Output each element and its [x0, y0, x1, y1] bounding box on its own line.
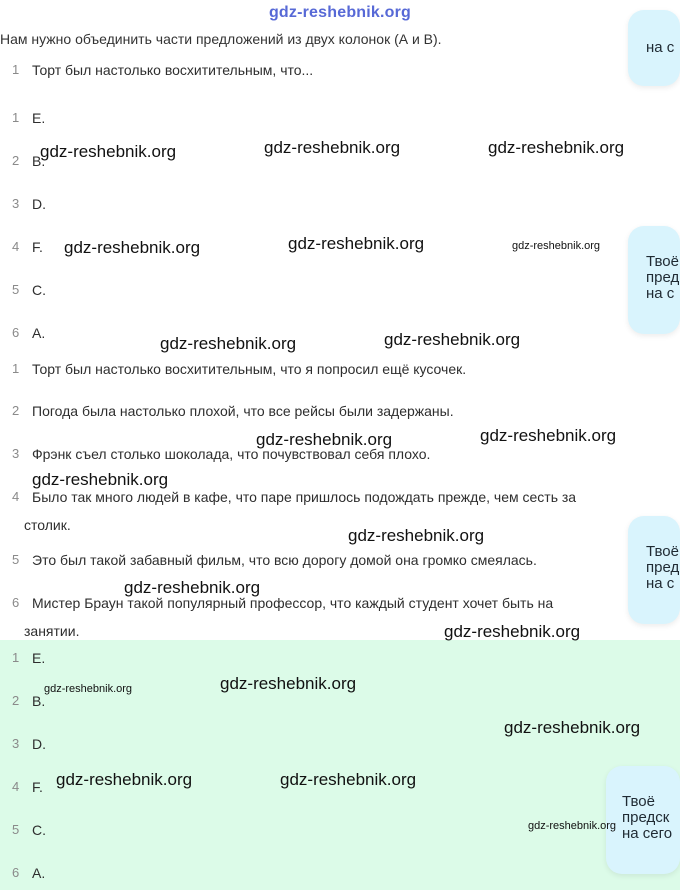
item-text-continuation: столик. — [24, 517, 71, 533]
item-number: 4 — [12, 489, 20, 504]
item-number: 4 — [12, 239, 20, 254]
promo-text: на с — [646, 575, 675, 592]
watermark: gdz-reshebnik.org — [56, 770, 193, 789]
item-text: Торт был настолько восхитительным, что... — [32, 62, 314, 78]
item-text: Погода была настолько плохой, что все рейсы были задержаны. — [32, 403, 454, 419]
watermark: gdz-reshebnik.org — [256, 430, 393, 449]
item-letter: F. — [32, 239, 43, 255]
promo-text: Твоё — [646, 543, 679, 560]
item-number: 5 — [12, 282, 20, 297]
promo-bubble[interactable] — [628, 516, 680, 624]
item-number: 3 — [12, 446, 20, 461]
watermark: gdz-reshebnik.org — [280, 770, 417, 789]
item-text: Было так много людей в кафе, что паре пришлось подождать прежде, чем сесть за — [32, 489, 577, 505]
item-letter: C. — [32, 282, 46, 298]
task-intro: Нам нужно объединить части предложений из двух колонок (А и В). — [0, 31, 442, 47]
item-number: 2 — [12, 403, 20, 418]
item-number: 5 — [12, 552, 20, 567]
watermark: gdz-reshebnik.org — [444, 622, 581, 641]
watermark: gdz-reshebnik.org — [64, 238, 201, 257]
watermark: gdz-reshebnik.org — [384, 330, 521, 349]
item-number: 2 — [12, 153, 20, 168]
watermark: gdz-reshebnik.org — [220, 674, 357, 693]
promo-text: на с — [646, 285, 675, 302]
promo-text: Твоё — [646, 253, 679, 270]
promo-text: Твоё — [622, 793, 655, 810]
item-text: Это был такой забавный фильм, что всю дорогу домой она громко смеялась. — [32, 552, 537, 568]
item-number: 6 — [12, 865, 20, 880]
promo-text: на с — [646, 39, 675, 56]
item-letter: D. — [32, 736, 46, 752]
item-letter: E. — [32, 110, 46, 126]
promo-bubble[interactable] — [628, 10, 680, 86]
item-number: 3 — [12, 196, 20, 211]
item-number: 5 — [12, 822, 20, 837]
item-number: 6 — [12, 595, 20, 610]
watermark: gdz-reshebnik.org — [512, 240, 601, 252]
item-letter: A. — [32, 865, 46, 881]
item-number: 1 — [12, 62, 20, 77]
promo-text: предск — [622, 809, 670, 826]
item-text: Фрэнк съел столько шоколада, что почувствовал себя плохо. — [32, 446, 431, 462]
item-number: 6 — [12, 325, 20, 340]
watermark: gdz-reshebnik.org — [32, 470, 169, 489]
item-letter: A. — [32, 325, 46, 341]
promo-text: пред — [646, 559, 680, 576]
item-letter: E. — [32, 650, 46, 666]
item-text: Торт был настолько восхитительным, что я попросил ещё кусочек. — [32, 361, 467, 377]
item-text-continuation: занятии. — [24, 623, 80, 639]
watermark: gdz-reshebnik.org — [348, 526, 485, 545]
item-text: Мистер Браун такой популярный профессор, что каждый студент хочет быть на — [32, 595, 554, 611]
watermark: gdz-reshebnik.org — [44, 683, 133, 695]
watermark: gdz-reshebnik.org — [40, 142, 177, 161]
item-number: 2 — [12, 693, 20, 708]
item-number: 1 — [12, 650, 20, 665]
watermark: gdz-reshebnik.org — [504, 718, 641, 737]
item-letter: D. — [32, 196, 46, 212]
watermark: gdz-reshebnik.org — [124, 578, 261, 597]
watermark: gdz-reshebnik.org — [264, 138, 401, 157]
item-letter: C. — [32, 822, 46, 838]
watermark: gdz-reshebnik.org — [288, 234, 425, 253]
promo-text: пред — [646, 269, 680, 286]
item-number: 1 — [12, 361, 20, 376]
watermark: gdz-reshebnik.org — [488, 138, 625, 157]
promo-bubble[interactable] — [628, 226, 680, 334]
item-number: 3 — [12, 736, 20, 751]
promo-bubble[interactable] — [606, 766, 680, 874]
watermark: gdz-reshebnik.org — [480, 426, 617, 445]
item-letter: F. — [32, 779, 43, 795]
site-header[interactable]: gdz-reshebnik.org — [268, 4, 412, 21]
watermark: gdz-reshebnik.org — [160, 334, 297, 353]
item-letter: B. — [32, 153, 46, 169]
item-number: 4 — [12, 779, 20, 794]
item-number: 1 — [12, 110, 20, 125]
watermark: gdz-reshebnik.org — [528, 820, 617, 832]
item-letter: B. — [32, 693, 46, 709]
promo-text: на сего — [622, 825, 673, 842]
